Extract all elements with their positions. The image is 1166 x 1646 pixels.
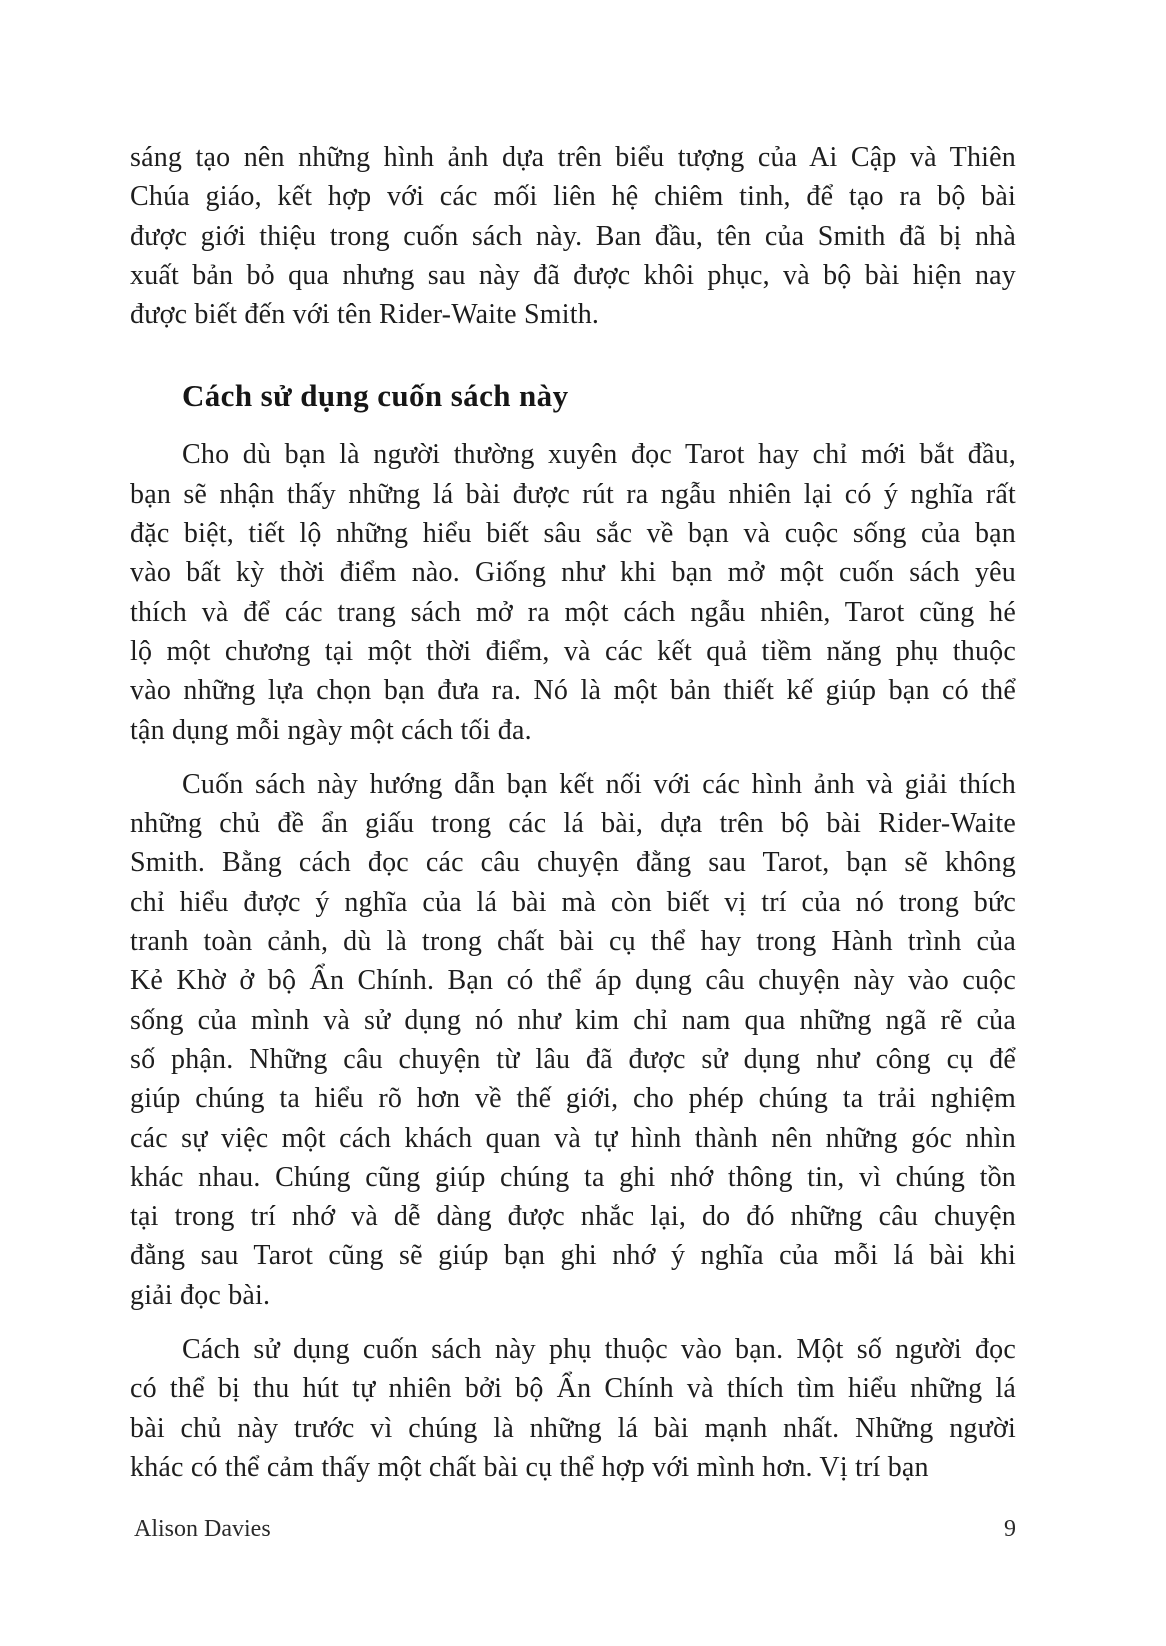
text-line: lộ một chương tại một thời điểm, và các kết quả tiềm năng phụ thuộc bbox=[130, 635, 1016, 667]
text-line: bạn sẽ nhận thấy những lá bài được rút ra ngẫu nhiên lại có ý nghĩa rất bbox=[130, 478, 1016, 510]
text-line: Cho dù bạn là người thường xuyên đọc Tarot hay chỉ mới bắt đầu, bbox=[182, 439, 1016, 471]
text-line: khác nhau. Chúng cũng giúp chúng ta ghi nhớ thông tin, vì chúng tồn bbox=[130, 1161, 1016, 1193]
text-line: tranh toàn cảnh, dù là trong chất bài cụ thể hay trong Hành trình của bbox=[130, 926, 1016, 958]
text-line: thích và để các trang sách mở ra một cách ngẫu nhiên, Tarot cũng hé bbox=[130, 596, 1016, 628]
text-line: được giới thiệu trong cuốn sách này. Ban đầu, tên của Smith đã bị nhà bbox=[130, 220, 1016, 252]
text-line: các sự việc một cách khách quan và tự hình thành nên những góc nhìn bbox=[130, 1122, 1016, 1154]
text-line: Cách sử dụng cuốn sách này phụ thuộc vào bạn. Một số người đọc bbox=[182, 1334, 1016, 1366]
text-line: tại trong trí nhớ và dễ dàng được nhắc lại, do đó những câu chuyện bbox=[130, 1201, 1016, 1233]
text-line: xuất bản bỏ qua nhưng sau này đã được khôi phục, và bộ bài hiện nay bbox=[130, 259, 1016, 291]
text-line: khác có thể cảm thấy một chất bài cụ thể hợp với mình hơn. Vị trí bạn bbox=[130, 1451, 929, 1483]
footer-author: Alison Davies bbox=[134, 1516, 271, 1542]
text-line: đặc biệt, tiết lộ những hiểu biết sâu sắc về bạn và cuộc sống của bạn bbox=[130, 518, 1016, 550]
text-line: có thể bị thu hút tự nhiên bởi bộ Ẩn Chính và thích tìm hiểu những lá bbox=[130, 1373, 1016, 1405]
text-line: giúp chúng ta hiểu rõ hơn về thế giới, cho phép chúng ta trải nghiệm bbox=[130, 1083, 1016, 1115]
text-line: Chúa giáo, kết hợp với các mối liên hệ chiêm tinh, để tạo ra bộ bài bbox=[130, 181, 1016, 213]
paragraph bbox=[130, 138, 1016, 334]
text-line: những chủ đề ẩn giấu trong các lá bài, dựa trên bộ bài Rider-Waite bbox=[130, 808, 1016, 840]
text-line: giải đọc bài. bbox=[130, 1279, 271, 1311]
text-line: vào bất kỳ thời điểm nào. Giống như khi bạn mở một cuốn sách yêu bbox=[130, 557, 1016, 589]
text-line: được biết đến với tên Rider-Waite Smith. bbox=[130, 299, 600, 331]
text-line: Cuốn sách này hướng dẫn bạn kết nối với các hình ảnh và giải thích bbox=[182, 768, 1016, 800]
text-line: vào những lựa chọn bạn đưa ra. Nó là một bản thiết kế giúp bạn có thể bbox=[130, 675, 1016, 707]
text-line: số phận. Những câu chuyện từ lâu đã được sử dụng như công cụ để bbox=[130, 1043, 1016, 1075]
text-line: bài chủ này trước vì chúng là những lá bài mạnh nhất. Những người bbox=[130, 1412, 1016, 1444]
page-body bbox=[130, 138, 1016, 1487]
footer-page-number: 9 bbox=[1004, 1516, 1016, 1542]
paragraph bbox=[130, 765, 1016, 1315]
text-line: Smith. Bằng cách đọc các câu chuyện đằng sau Tarot, bạn sẽ không bbox=[130, 847, 1016, 879]
text-line: đằng sau Tarot cũng sẽ giúp bạn ghi nhớ ý nghĩa của mỗi lá bài khi bbox=[130, 1240, 1016, 1272]
text-line: sống của mình và sử dụng nó như kim chỉ nam qua những ngã rẽ của bbox=[130, 1004, 1016, 1036]
text-line: sáng tạo nên những hình ảnh dựa trên biểu tượng của Ai Cập và Thiên bbox=[130, 142, 1016, 173]
paragraph bbox=[130, 435, 1016, 749]
page-footer bbox=[134, 1514, 1016, 1544]
section-heading: Cách sử dụng cuốn sách này bbox=[182, 378, 569, 414]
paragraph bbox=[130, 1330, 1016, 1487]
text-line: chỉ hiểu được ý nghĩa của lá bài mà còn biết vị trí của nó trong bức bbox=[130, 886, 1016, 918]
text-line: tận dụng mỗi ngày một cách tối đa. bbox=[130, 714, 532, 746]
text-line: Kẻ Khờ ở bộ Ẩn Chính. Bạn có thể áp dụng câu chuyện này vào cuộc bbox=[130, 965, 1016, 997]
